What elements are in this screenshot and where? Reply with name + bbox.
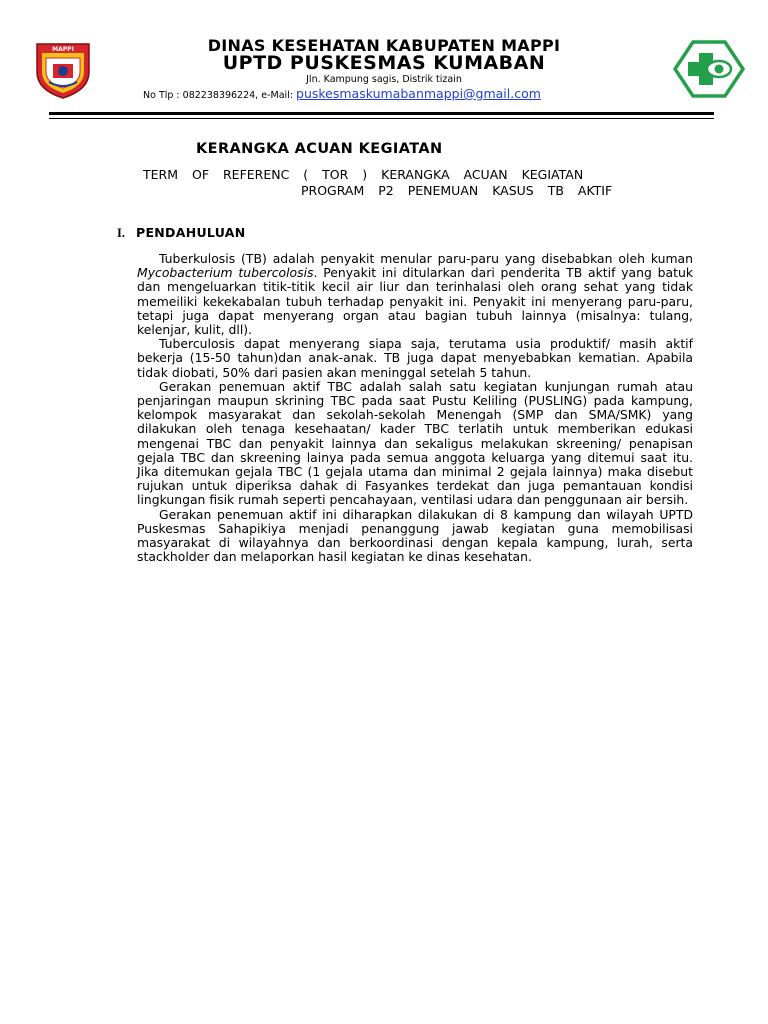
agency-name: DINAS KESEHATAN KABUPATEN MAPPI xyxy=(207,36,561,55)
paragraph-4: Gerakan penemuan aktif ini diharapkan dilakukan di 8 kampung dan wilayah UPTD Puskesmas Sahapikiya menjadi penanggung jawab kegiatan guna memobilisasi masyarakat di wilayahnya dan berkoordinasi dengan kepala kampung, lurah, serta stackholder dan melaporkan hasil kegiatan ke dinas kesehatan. xyxy=(137,506,693,565)
section-title: PENDAHULUAN xyxy=(136,225,246,240)
contact-prefix: No Tlp : 082238396224, e-Mail: xyxy=(143,90,297,101)
tor-line-2: PROGRAM P2 PENEMUAN KASUS TB AKTIF xyxy=(301,183,613,198)
header-rule-thin xyxy=(49,118,714,119)
contact-line xyxy=(143,86,541,101)
tor-line-1: TERM OF REFERENC ( TOR ) KERANGKA ACUAN KEGIATAN xyxy=(143,167,584,182)
document-title: KERANGKA ACUAN KEGIATAN xyxy=(196,141,443,157)
email-link[interactable]: puskesmaskumabanmappi@gmail.com xyxy=(296,86,541,101)
paragraph-1 xyxy=(137,252,693,337)
section-number: I. xyxy=(117,226,125,240)
paragraph-1-end: . Penyakit ini ditularkan dari penderita TB aktif yang batuk dan mengeluarkan titik-titik kecil air liur dan terinhalasi oleh orang sehat yang tidak memeiliki kekekabalan tubuh terhadap penyakit ini. Penyakit ini menyerang paru-paru, tetapi juga dapat menyerang organ atau bagian tubuh lainnya (misalnya: tulang, kelenjar, kulit, dll). xyxy=(137,265,693,338)
organism-name: Mycobacterium tubercolosis xyxy=(137,265,314,281)
header-rule-thick xyxy=(49,112,714,115)
paragraph-2: Tuberculosis dapat menyerang siapa saja, terutama usia produktif/ masih aktif bekerja (15-50 tahun)dan anak-anak. TB juga dapat menyebabkan kematian. Apabila tidak diobati, 50% dari pasien akan meninggal setelah 5 tahun. xyxy=(137,336,693,380)
unit-name: UPTD PUSKESMAS KUMABAN xyxy=(222,52,546,74)
paragraph-3: Gerakan penemuan aktif TBC adalah salah satu kegiatan kunjungan rumah atau penjaringan maupun skrining TBC pada saat Pustu Keliling (PUSLING) pada kampung, kelompok masyarakat dan sekolah-sekolah Menengah (SMP dan SMA/SMK) yang dilakukan oleh tenaga kesehaatan/ kader TBC terlatih untuk memberikan edukasi mengenai TBC dan penyakit lainnya dan sekaligus melakukan skreening/ penapisan gejala TBC dan skreening lainya pada semua anggota keluarga yang ditemui saat itu. Jika ditemukan gejala TBC (1 gejala utama dan minimal 2 gejala lainnya) maka disebut rujukan untuk diperiksa dahak di Fasyankes terdekat dan juga pemantauan kondisi lingkungan fisik rumah seperti pencahayaan, ventilasi udara dan penggunaan air bersih. xyxy=(137,378,693,508)
paragraph-1-start: Tuberkulosis (TB) adalah penyakit menular paru-paru yang disebabkan oleh kuman xyxy=(159,251,693,266)
address: Jln. Kampung sagis, Distrik tizain xyxy=(306,74,462,85)
section-body xyxy=(137,252,693,564)
crest-text: MAPPI xyxy=(52,46,74,53)
